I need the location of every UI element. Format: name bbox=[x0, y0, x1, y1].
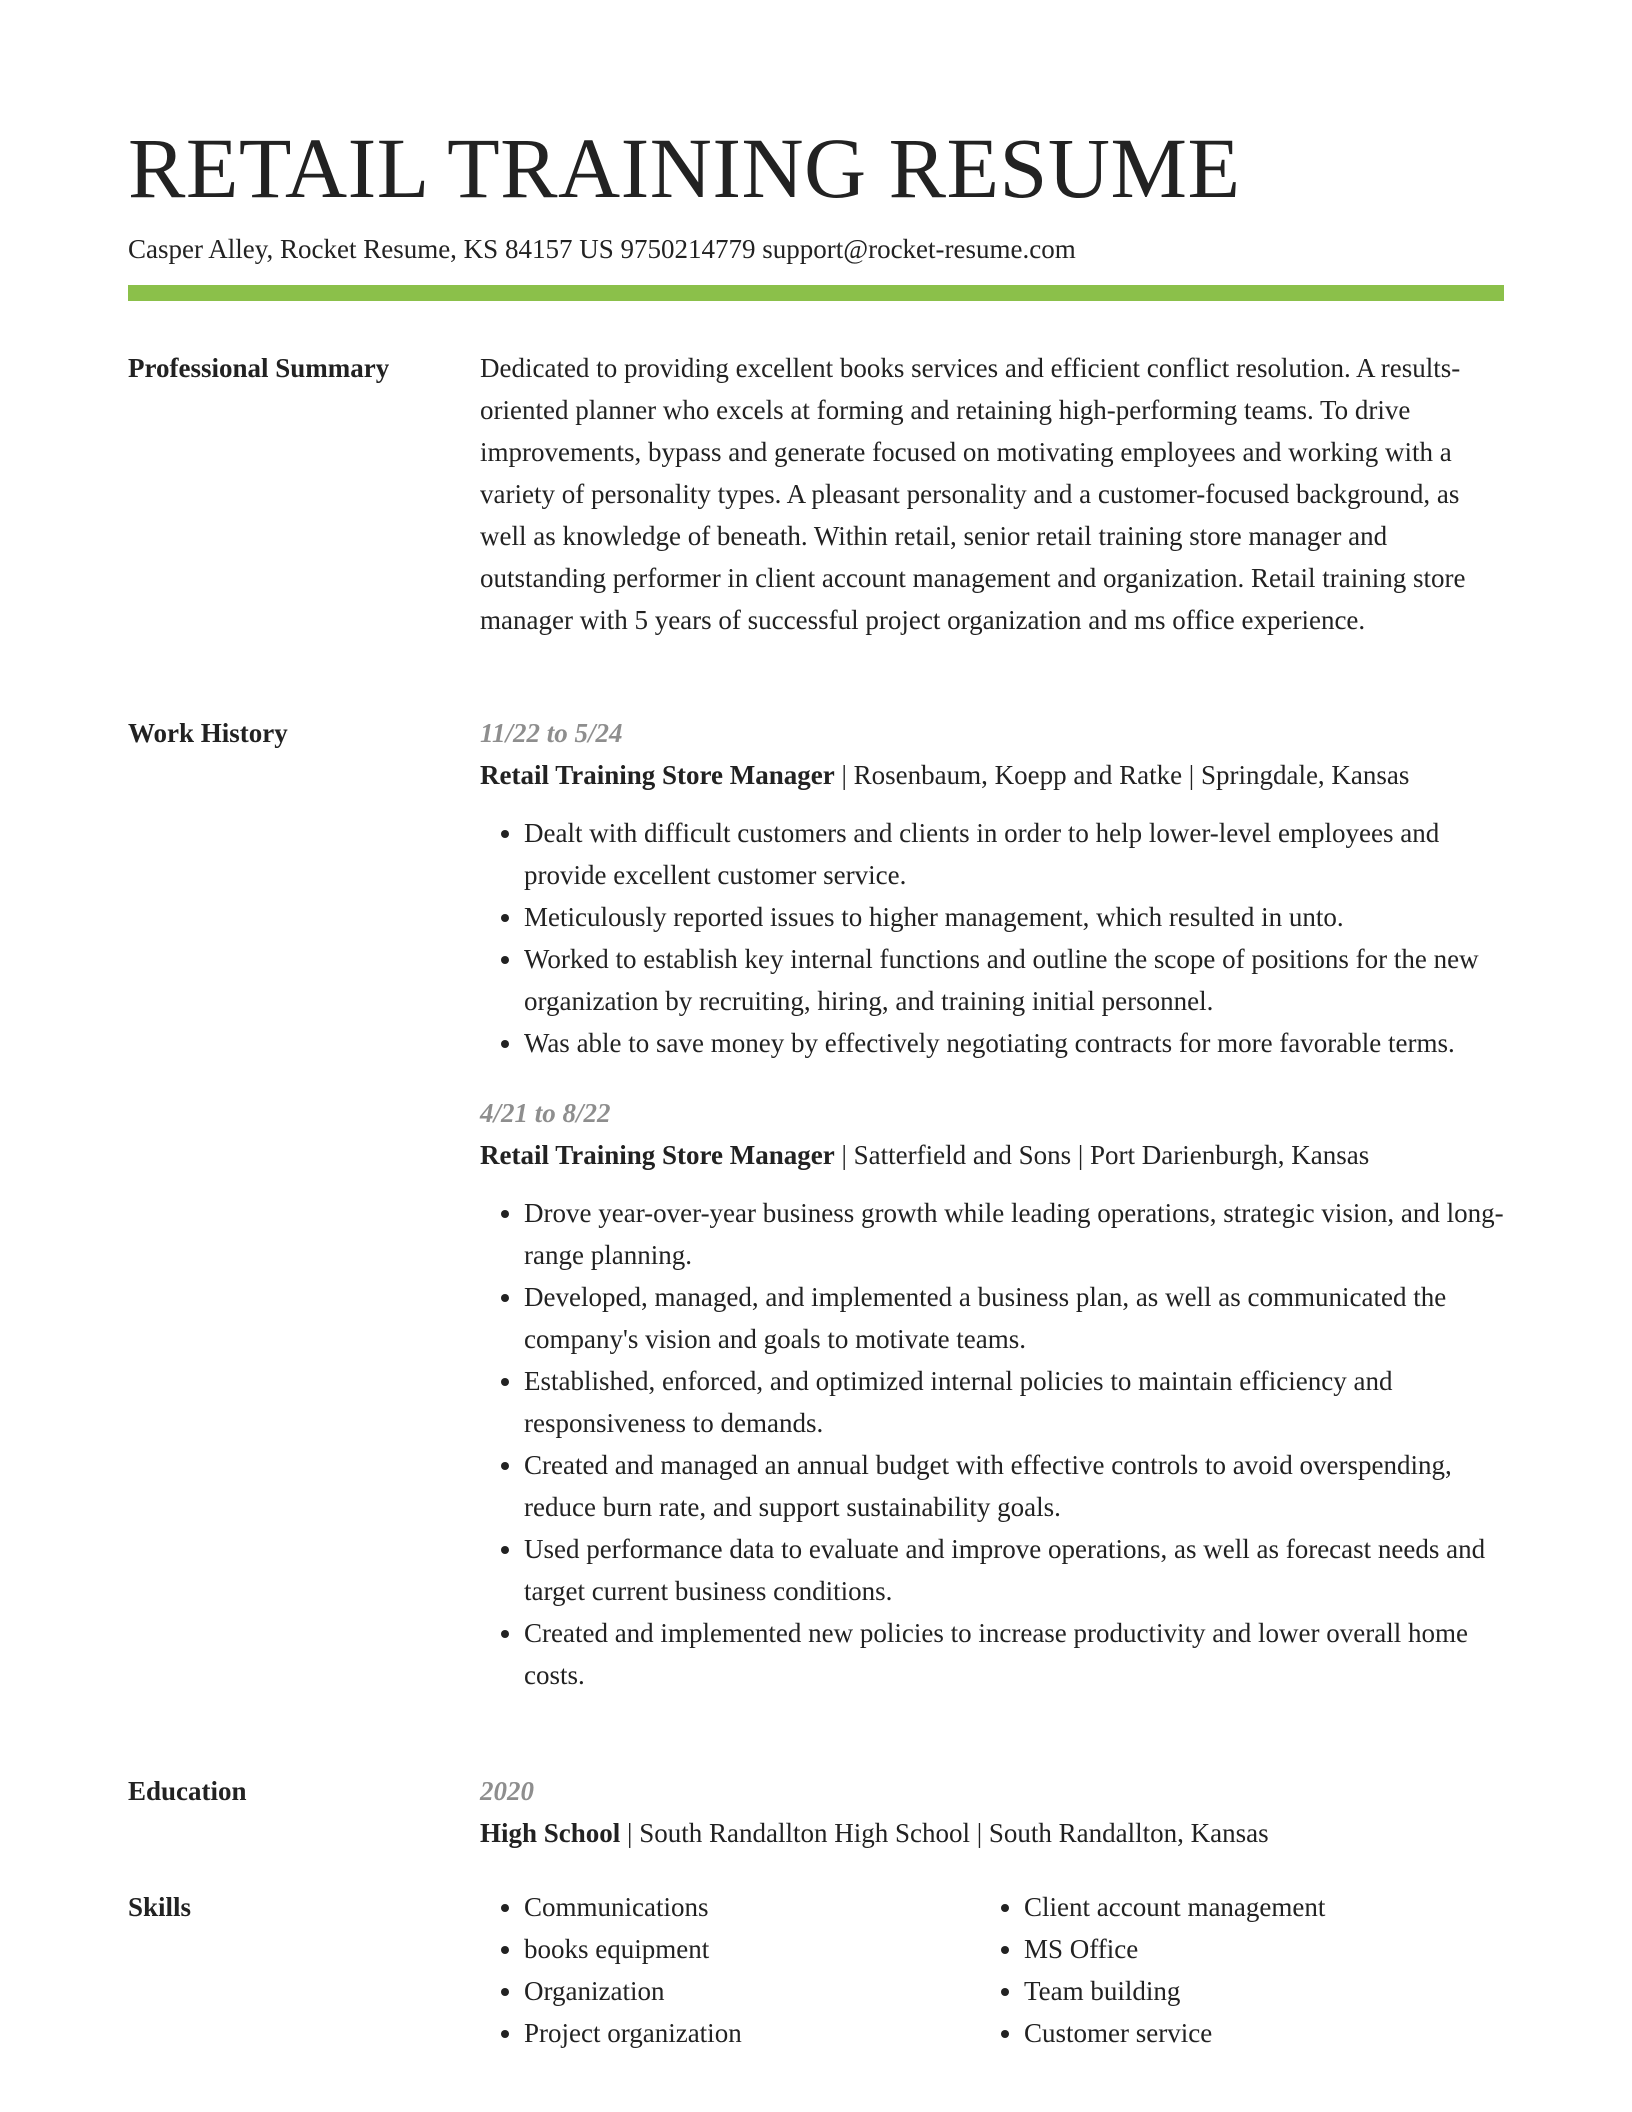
job-bullet: • Created and managed an annual budget with effective controls to avoid overspending, reduce burn rate, and support sustainability goals. bbox=[524, 1444, 1504, 1528]
job-bullet: • Dealt with difficult customers and clients in order to help lower-level employees and provide excellent customer service. bbox=[524, 812, 1504, 896]
skill-item: • Project organization bbox=[524, 2012, 742, 2054]
job-bullet: • Drove year-over-year business growth while leading operations, strategic vision, and long-range planning. bbox=[524, 1192, 1504, 1276]
job-bullet: • Established, enforced, and optimized internal policies to maintain efficiency and responsiveness to demands. bbox=[524, 1360, 1504, 1444]
skill-item: • books equipment bbox=[524, 1928, 742, 1970]
summary-text: Dedicated to providing excellent books services and efficient conflict resolution. A results-oriented planner who excels at forming and retaining high-performing teams. To drive improvements, bypass and generate focused on motivating employees and working with a variety of personality types. A pleasant personality and a customer-focused background, as well as knowledge of beneath. Within retail, senior retail training store manager and outstanding performer in client account management and organization. Retail training store manager with 5 years of successful project organization and ms office experience. bbox=[480, 353, 1466, 635]
job-bullet: • Meticulously reported issues to higher management, which resulted in unto. bbox=[524, 896, 1504, 938]
job-bullet: • Used performance data to evaluate and improve operations, as well as forecast needs and target current business conditions. bbox=[524, 1528, 1504, 1612]
skill-item: • Organization bbox=[524, 1970, 742, 2012]
job-role-line bbox=[480, 1134, 1504, 1176]
education-line bbox=[480, 1812, 1504, 1854]
job-entry bbox=[480, 1092, 1504, 1696]
education-degree: High School bbox=[480, 1818, 621, 1848]
skill-item: • Communications bbox=[524, 1886, 742, 1928]
summary-label: Professional Summary bbox=[128, 353, 390, 383]
work-history-label: Work History bbox=[128, 718, 288, 748]
education-year: 2020 bbox=[480, 1776, 534, 1806]
skills-column-right bbox=[980, 1886, 1325, 2054]
job-bullets bbox=[480, 812, 1504, 1064]
job-title: Retail Training Store Manager bbox=[480, 1140, 835, 1170]
job-bullet: • Developed, managed, and implemented a business plan, as well as communicated the company's vision and goals to motivate teams. bbox=[524, 1276, 1504, 1360]
skills-column-left bbox=[480, 1886, 742, 2054]
job-bullet: • Was able to save money by effectively negotiating contracts for more favorable terms. bbox=[524, 1022, 1504, 1064]
education-label: Education bbox=[128, 1776, 247, 1806]
job-dates: 4/21 to 8/22 bbox=[480, 1098, 611, 1128]
contact-line: Casper Alley, Rocket Resume, KS 84157 US 9750214779 support@rocket-resume.com bbox=[128, 234, 1076, 264]
job-bullet: • Worked to establish key internal functions and outline the scope of positions for the new organization by recruiting, hiring, and training initial personnel. bbox=[524, 938, 1504, 1022]
summary-body bbox=[480, 347, 1504, 641]
skills-label: Skills bbox=[128, 1892, 192, 1922]
job-dates: 11/22 to 5/24 bbox=[480, 718, 623, 748]
job-details: | Rosenbaum, Koepp and Ratke | Springdale, Kansas bbox=[834, 760, 1410, 790]
skill-item: • MS Office bbox=[1024, 1928, 1325, 1970]
education-body bbox=[480, 1770, 1504, 1854]
job-bullets bbox=[480, 1192, 1504, 1696]
skill-item: • Client account management bbox=[1024, 1886, 1325, 1928]
resume-title: RETAIL TRAINING RESUME bbox=[128, 120, 1241, 216]
accent-divider bbox=[128, 285, 1504, 301]
education-details: | South Randallton High School | South Randallton, Kansas bbox=[620, 1818, 1269, 1848]
job-entry bbox=[480, 712, 1504, 1064]
job-bullet: • Created and implemented new policies to increase productivity and lower overall home costs. bbox=[524, 1612, 1504, 1696]
skill-item: • Customer service bbox=[1024, 2012, 1325, 2054]
job-role-line bbox=[480, 754, 1504, 796]
work-history-body bbox=[480, 712, 1504, 1696]
job-details: | Satterfield and Sons | Port Darienburgh, Kansas bbox=[834, 1140, 1370, 1170]
job-title: Retail Training Store Manager bbox=[480, 760, 835, 790]
skill-item: • Team building bbox=[1024, 1970, 1325, 2012]
